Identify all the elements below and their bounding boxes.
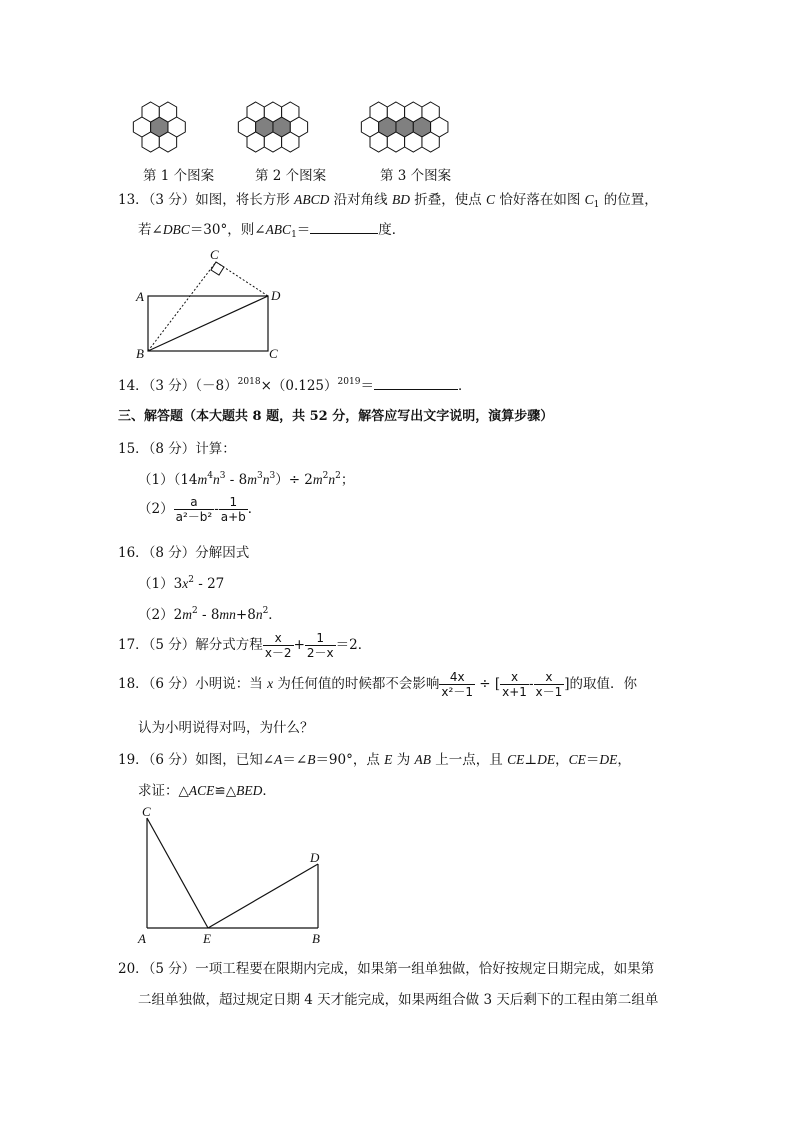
hexagon-patterns <box>133 102 448 152</box>
question-13-line-2: 若∠DBC＝30°，则$\angle ABC_1=$ 度． <box>138 222 406 240</box>
label-b: B <box>312 931 320 946</box>
label-b: B <box>136 346 144 361</box>
hexagon <box>405 102 422 122</box>
question-13-line-1: 13．（3 分）如图，将长方形 ABCD 沿对角线 BD 折叠，使点 C 恰好落在如图 $C_1$ 的位置， <box>118 192 658 210</box>
triangles-figure <box>132 800 332 950</box>
hexagon <box>422 102 439 122</box>
right-angle-marker <box>211 262 224 275</box>
hexagon <box>247 102 264 122</box>
question-15-part-2: （2） $\frac{a}{\text{a²－b²}}$ - $\frac{1}{a+b}$ ． <box>138 495 262 524</box>
hexagon <box>159 132 176 152</box>
hexagon <box>142 102 159 122</box>
hexagon-patterns-figure <box>130 92 490 162</box>
label-c: C <box>142 804 151 819</box>
hexagon <box>370 132 387 152</box>
fraction: $\frac{a}{\text{a²－b²}}$ <box>175 495 213 524</box>
hexagon <box>264 132 281 152</box>
question-14: 14．（3 分）$(-8)^{2018}\times(0.125)^{2019}=$ ． <box>118 377 472 394</box>
hexagon <box>282 132 299 152</box>
fraction: $\frac{x}{x-1}$ <box>535 670 563 699</box>
hexagon <box>247 132 264 152</box>
question-15-part-1: $(1)(14m^4n^3 - 8m^3n^3)\div 2m^2n^2$； <box>138 471 355 488</box>
hexagon <box>405 132 422 152</box>
pattern-2-label: 第 2 个图案 <box>255 168 327 184</box>
fraction: $\frac{1}{a+b}$ <box>220 495 246 524</box>
segment-ed <box>208 864 318 928</box>
hexagon <box>264 102 281 122</box>
fraction: $\frac{x}{x-2}$ <box>264 631 292 660</box>
label-d: D <box>310 850 320 865</box>
answer-blank[interactable] <box>310 221 378 234</box>
hexagon <box>387 132 404 152</box>
label-c1: C <box>210 247 219 262</box>
diagonal-bd <box>148 296 268 351</box>
label-e: E <box>203 931 211 946</box>
fraction: $\frac{x}{x+1}$ <box>502 670 527 699</box>
question-19-line-1: 19．（6 分）如图，已知∠A＝∠B＝90°，点 E 为 AB 上一点，且 CE⊥DE，CE＝DE， <box>118 752 631 768</box>
hexagon <box>282 102 299 122</box>
folded-edge-bc1 <box>148 262 216 351</box>
pattern-3-label: 第 3 个图案 <box>380 168 452 184</box>
hexagon <box>387 102 404 122</box>
label-d: D <box>271 288 281 303</box>
section-3-heading: 三、解答题（本大题共 8 题，共 52 分，解答应写出文字说明，演算步骤） <box>118 409 554 424</box>
question-18-line-2: 认为小明说得对吗，为什么？ <box>138 720 314 736</box>
segment-ce <box>147 818 208 928</box>
answer-blank[interactable] <box>374 377 458 390</box>
label-c: C <box>269 346 278 361</box>
label-a: A <box>138 931 146 946</box>
question-16-part-1: $(1)3x^2 - 27$ <box>138 575 225 592</box>
hexagon <box>159 102 176 122</box>
pattern-1-label: 第 1 个图案 <box>143 168 215 184</box>
question-17: 17．（5 分）解分式方程 $\frac{x}{x-2}$ + $\frac{1}{2-x}$ ＝2． <box>118 631 372 660</box>
question-20-line-1: 20．（5 分）一项工程要在限期内完成，如果第一组单独做，恰好按规定日期完成，如果第 <box>118 961 655 977</box>
rectangle-fold-figure <box>132 245 292 365</box>
hexagon <box>422 132 439 152</box>
label-a: A <box>136 289 144 304</box>
question-20-line-2: 二组单独做，超过规定日期 4 天才能完成，如果两组合做 3 天后剩下的工程由第二组单 <box>138 992 659 1008</box>
hexagon <box>142 132 159 152</box>
fraction: $\frac{4x}{\text{x²－1}}$ <box>441 670 473 699</box>
fraction: $\frac{1}{2-x}$ <box>306 631 334 660</box>
question-16-heading: 16．（8 分）分解因式 <box>118 545 250 561</box>
question-19-line-2: 求证：△ACE≌△BED． <box>138 783 276 799</box>
hexagon <box>370 102 387 122</box>
question-18-line-1: 18．（6 分）小明说：当 x 为任何值的时候都不会影响 $\frac{4x}{\text{x²－1}}$ ÷ [ $\frac{x}{x+1}$ - $\frac{x}{x-1}$ ]的取值．你 <box>118 670 638 699</box>
question-15-heading: 15．（8 分）计算： <box>118 441 236 457</box>
question-16-part-2: $(2)2m^2 - 8mn+8n^2$． <box>138 606 282 623</box>
